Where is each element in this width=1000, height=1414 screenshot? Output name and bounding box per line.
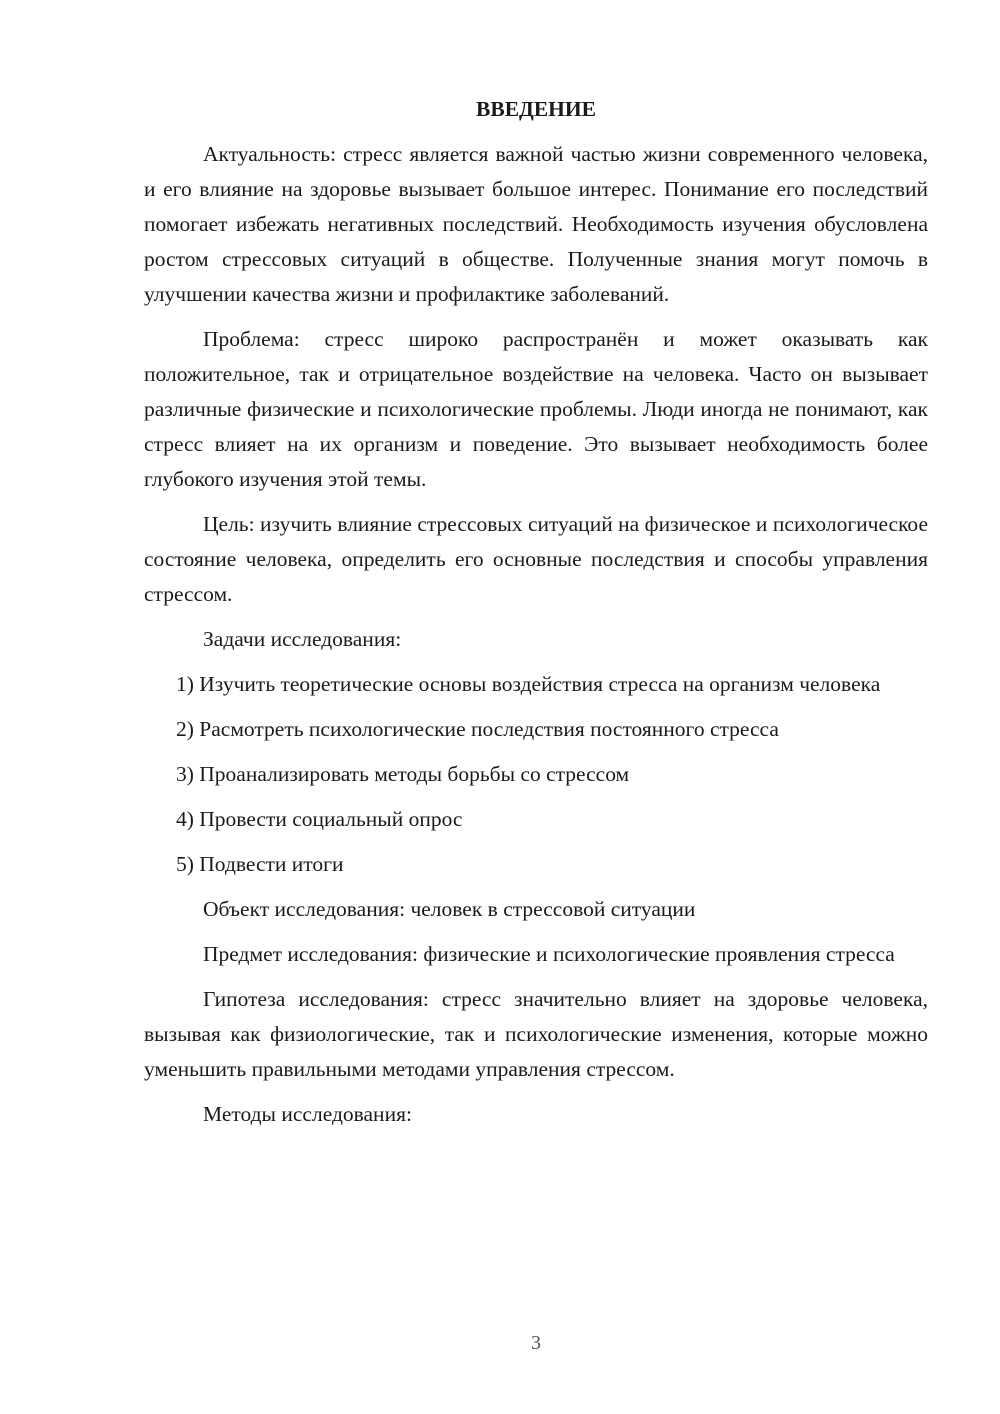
paragraph-relevance: Актуальность: стресс является важной частью жизни современного человека, и его влияние на здоровье вызывает большое интерес. Понимание его последствий помогает избежать негативных последствий. Необходимость изучения обусловлена ростом стрессовых ситуаций в обществе. Полученные знания могут помочь в улучшении качества жизни и профилактике заболеваний.: [144, 142, 928, 306]
paragraph-object: Объект исследования: человек в стрессовой ситуации: [203, 897, 696, 921]
paragraph-problem: Проблема: стресс широко распространён и может оказывать как положительное, так и отрицательное воздействие на человека. Часто он вызывает различные физические и психологические проблемы. Люди иногда не понимают, как стресс влияет на их организм и поведение. Это вызывает необходимость более глубокого изучения этой темы.: [144, 327, 928, 491]
task-item-1: 1) Изучить теоретические основы воздействия стресса на организм человека: [176, 672, 881, 696]
task-item-3: 3) Проанализировать методы борьбы со стрессом: [176, 762, 630, 786]
task-item-2: 2) Расмотреть психологические последствия постоянного стресса: [176, 717, 779, 741]
methods-heading: Методы исследования:: [203, 1102, 412, 1126]
paragraph-subject: Предмет исследования: физические и психологические проявления стресса: [203, 942, 895, 966]
tasks-heading: Задачи исследования:: [203, 627, 402, 651]
page-content: [144, 92, 928, 1142]
page-number: 3: [531, 1332, 541, 1354]
paragraph-hypothesis: Гипотеза исследования: стресс значительно влияет на здоровье человека, вызывая как физиологические, так и психологические изменения, которые можно уменьшить правильными методами управления стрессом.: [144, 987, 928, 1081]
task-item-4: 4) Провести социальный опрос: [176, 807, 463, 831]
tasks-list: [144, 667, 928, 882]
paragraph-goal: Цель: изучить влияние стрессовых ситуаций на физическое и психологическое состояние человека, определить его основные последствия и способы управления стрессом.: [144, 512, 928, 606]
page-title: ВВЕДЕНИЕ: [476, 97, 596, 121]
task-item-5: 5) Подвести итоги: [176, 852, 344, 876]
